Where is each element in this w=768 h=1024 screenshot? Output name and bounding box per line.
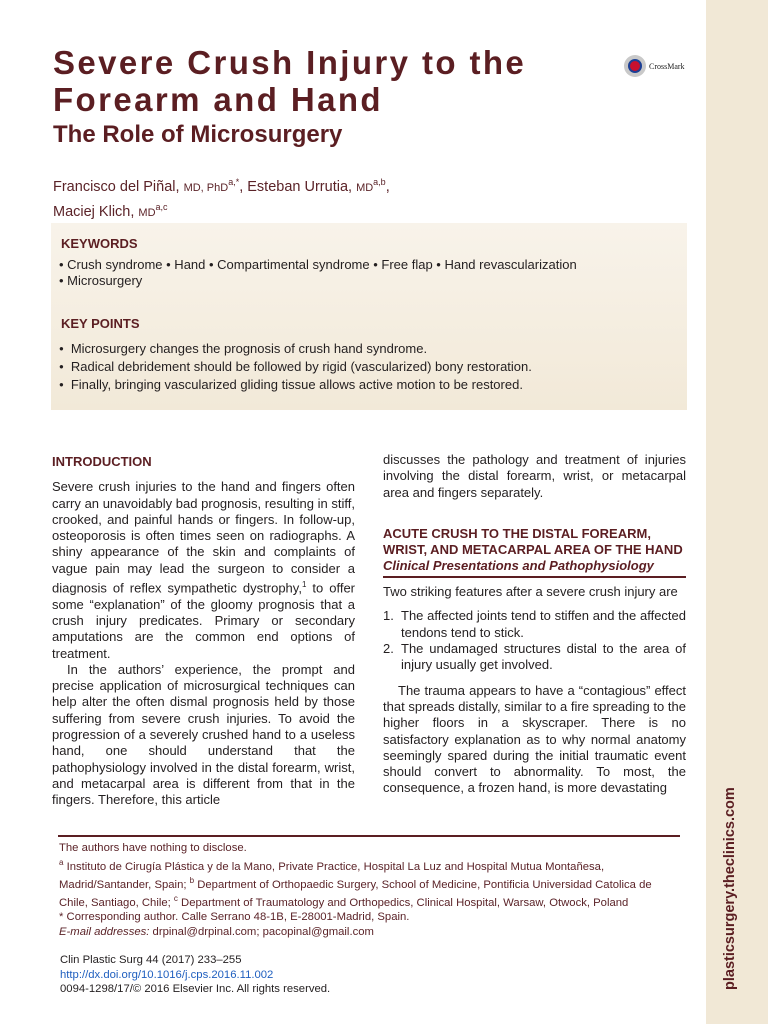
heading-rule bbox=[383, 576, 686, 578]
body-paragraph: discusses the pathology and treatment of injuries involving the distal forearm, wrist, or metacarpal area and fingers separately. bbox=[383, 452, 686, 500]
body-column-left bbox=[52, 454, 355, 809]
author-list bbox=[53, 173, 613, 223]
citation-block bbox=[60, 953, 330, 997]
affiliation-marker: c bbox=[173, 894, 178, 904]
key-points-list bbox=[59, 340, 532, 394]
list-item bbox=[383, 608, 686, 641]
list-number: 2. bbox=[383, 641, 394, 657]
author-degrees: MD bbox=[138, 206, 156, 219]
list-text: The affected joints tend to stiffen and the affected tendons tend to stick. bbox=[401, 608, 686, 640]
section-heading-acute-crush: ACUTE CRUSH TO THE DISTAL FOREARM, WRIST, AND METACARPAL AREA OF THE HAND bbox=[383, 525, 683, 557]
article-title-line2: Forearm and Hand bbox=[53, 81, 383, 118]
affiliations bbox=[59, 856, 681, 911]
subsection-heading: Clinical Presentations and Pathophysiology bbox=[383, 557, 654, 573]
key-point-item: ● Finally, bringing vascularized gliding tissue allows active motion to be restored. bbox=[59, 376, 532, 394]
list-item bbox=[383, 641, 686, 674]
article-subtitle: The Role of Microsurgery bbox=[53, 121, 343, 148]
body-paragraph bbox=[52, 479, 355, 662]
author-name: Maciej Klich, bbox=[53, 203, 135, 220]
body-paragraph: Two striking features after a severe crush injury are bbox=[383, 584, 678, 600]
author-degrees: MD, PhD bbox=[183, 181, 229, 194]
author-degrees: MD bbox=[356, 181, 374, 194]
crossmark-badge[interactable] bbox=[624, 54, 685, 78]
paragraph-text: to offer some “explanation” of the gloomy prognosis that a crush injury predicates. Primary or secondary amputations are the common end options of treatment. bbox=[52, 580, 356, 661]
author-name: Francisco del Piñal, bbox=[53, 178, 180, 195]
email-links[interactable]: drpinal@drpinal.com; pacopinal@gmail.com bbox=[149, 925, 374, 938]
keywords-line: • Microsurgery bbox=[59, 273, 143, 288]
keywords-heading: KEYWORDS bbox=[61, 236, 138, 251]
copyright-notice: 0094-1298/17/© 2016 Elsevier Inc. All rights reserved. bbox=[60, 983, 331, 995]
body-paragraph: In the authors’ experience, the prompt and precise application of microsurgical techniques can help alter the often dismal prognosis held by those suffering from severe crush injuries. To avoid the progression of a severely crushed hand to a useless hand, one should understand that the pathophysiology involved in the distal forearm, wrist, and metacarpal area is different from that in the fingers. Therefore, this article bbox=[52, 661, 355, 808]
author-affiliation-marker: a,* bbox=[228, 177, 240, 187]
affiliation-text: Department of Orthopaedic Surgery, School of Medicine, Pontificia Universidad Catolica de Chile, Santiago, Chile; bbox=[59, 878, 652, 909]
email-label: E-mail addresses: bbox=[59, 925, 150, 938]
doi-link[interactable]: http://dx.doi.org/10.1016/j.cps.2016.11.002 bbox=[60, 968, 274, 981]
author-name: , Esteban Urrutia, bbox=[239, 178, 353, 195]
key-point-item: ● Radical debridement should be followed by rigid (vascularized) bony restoration. bbox=[59, 358, 532, 376]
key-point-item: ● Microsurgery changes the prognosis of crush hand syndrome. bbox=[59, 340, 532, 358]
section-heading-introduction: INTRODUCTION bbox=[52, 454, 152, 469]
numbered-list bbox=[383, 608, 686, 673]
author-affiliation-marker: a,b bbox=[373, 177, 386, 187]
author-affiliation-marker: a,c bbox=[155, 201, 168, 212]
list-number: 1. bbox=[383, 608, 394, 624]
footnotes bbox=[59, 841, 681, 939]
body-paragraph: The trauma appears to have a “contagious” effect that spreads distally, similar to a fire spreading to the higher floors in a skyscraper. There is no satisfactory explanation as to why normal anatomy seemingly spared during the initial traumatic event should convert to abnormality. To most, the consequence, a frozen hand, is more devastating bbox=[383, 682, 686, 796]
article-title-line1: Severe Crush Injury to the bbox=[53, 44, 527, 81]
email-addresses bbox=[59, 925, 681, 940]
author-separator: , bbox=[385, 178, 390, 195]
paragraph-text: Severe crush injuries to the hand and fingers often carry an unavoidably bad prognosis, resulting in stiff, crooked, and painful hands or fingers. In follow-up, osteoporosis is often times seen on radiographs. A shiny appearance of the skin and complaints of vague pain may lead the surgeon to consider a diagnosis of reflex sympathetic dystrophy, bbox=[52, 479, 355, 596]
crossmark-label: CrossMark bbox=[649, 61, 685, 71]
affiliation-marker: b bbox=[189, 875, 195, 885]
corresponding-author: * Corresponding author. Calle Serrano 48-1B, E-28001-Madrid, Spain. bbox=[59, 911, 410, 924]
reference-marker[interactable]: 1 bbox=[301, 580, 307, 590]
keywords-keypoints-box bbox=[51, 223, 687, 410]
list-text: The undamaged structures distal to the area of injury usually get involved. bbox=[401, 641, 686, 673]
affiliation-text: Instituto de Cirugía Plástica y de la Mano, Private Practice, Hospital La Luz and Hospital Mutua Montañesa, Madrid/Santander, Spain; bbox=[59, 860, 605, 891]
disclosure-note: The authors have nothing to disclose. bbox=[59, 842, 247, 854]
crossmark-icon bbox=[624, 55, 646, 77]
affiliation-marker: a bbox=[59, 857, 64, 867]
footnote-rule bbox=[58, 835, 680, 837]
affiliation-text: Department of Traumatology and Orthopedics, Clinical Hospital, Warsaw, Otwock, Poland bbox=[177, 896, 629, 909]
key-points-heading: KEY POINTS bbox=[61, 316, 140, 331]
keywords-line: • Crush syndrome • Hand • Compartimental syndrome • Free flap • Hand revascularization bbox=[59, 257, 577, 272]
body-column-right bbox=[383, 454, 686, 797]
journal-citation: Clin Plastic Surg 44 (2017) 233–255 bbox=[60, 954, 242, 966]
journal-site-link[interactable]: plasticsurgery.theclinics.com bbox=[722, 787, 738, 990]
